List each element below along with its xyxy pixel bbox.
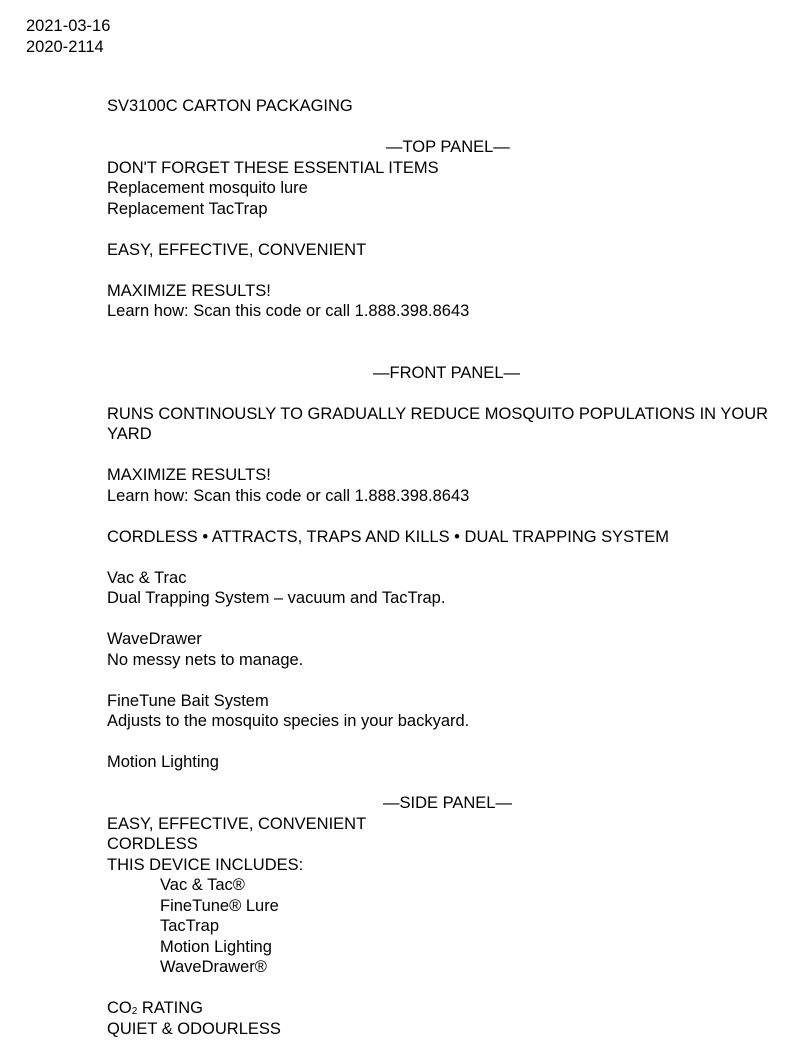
includes-item: FineTune® Lure <box>160 896 279 915</box>
includes-item: Motion Lighting <box>160 937 272 956</box>
top-panel-heading: —TOP PANEL— <box>386 138 510 156</box>
top-panel-learn: Learn how: Scan this code or call 1.888.398.8643 <box>107 302 470 320</box>
side-panel-quiet: QUIET & ODOURLESS <box>107 1019 281 1038</box>
co2-suffix: RATING <box>137 999 204 1017</box>
co2-subscript: 2 <box>131 1006 138 1017</box>
top-panel-tagline: EASY, EFFECTIVE, CONVENIENT <box>107 240 367 259</box>
front-panel-heading: —FRONT PANEL— <box>373 363 520 382</box>
document-title: SV3100C CARTON PACKAGING <box>107 97 353 115</box>
document-header <box>26 16 110 57</box>
side-panel-heading: —SIDE PANEL— <box>383 794 512 812</box>
includes-item: Vac & Tac® <box>160 876 245 894</box>
front-panel-motion: Motion Lighting <box>107 753 219 771</box>
co2-rating <box>107 998 787 1019</box>
co2-prefix: CO <box>107 999 132 1017</box>
top-panel-line: Replacement mosquito lure <box>107 179 308 197</box>
top-panel-line: Replacement TacTrap <box>107 199 268 218</box>
front-panel-features-line: CORDLESS • ATTRACTS, TRAPS AND KILLS • DUAL TRAPPING SYSTEM <box>107 527 669 546</box>
top-panel-maximize: MAXIMIZE RESULTS! <box>107 281 271 300</box>
feature-name: WaveDrawer <box>107 630 202 648</box>
includes-item: TacTrap <box>160 917 219 935</box>
includes-item: WaveDrawer® <box>160 958 267 976</box>
top-panel-line: DON'T FORGET THESE ESSENTIAL ITEMS <box>107 158 439 177</box>
document-date: 2021-03-16 <box>26 17 111 35</box>
front-panel-runs: RUNS CONTINOUSLY TO GRADUALLY REDUCE MOSQUITO POPULATIONS IN YOUR YARD <box>107 404 769 443</box>
feature-description: No messy nets to manage. <box>107 650 304 669</box>
document-reference: 2020-2114 <box>26 37 104 56</box>
side-panel-includes-label: THIS DEVICE INCLUDES: <box>107 855 304 874</box>
side-panel-tagline: EASY, EFFECTIVE, CONVENIENT <box>107 814 367 833</box>
feature-name: FineTune Bait System <box>107 691 269 710</box>
side-panel-cordless: CORDLESS <box>107 835 198 853</box>
feature-name: Vac & Trac <box>107 568 187 587</box>
front-panel-learn: Learn how: Scan this code or call 1.888.398.8643 <box>107 486 470 505</box>
document-body <box>107 96 787 1039</box>
front-panel-maximize: MAXIMIZE RESULTS! <box>107 466 271 484</box>
feature-description: Adjusts to the mosquito species in your backyard. <box>107 712 470 730</box>
feature-description: Dual Trapping System – vacuum and TacTrap. <box>107 589 446 607</box>
